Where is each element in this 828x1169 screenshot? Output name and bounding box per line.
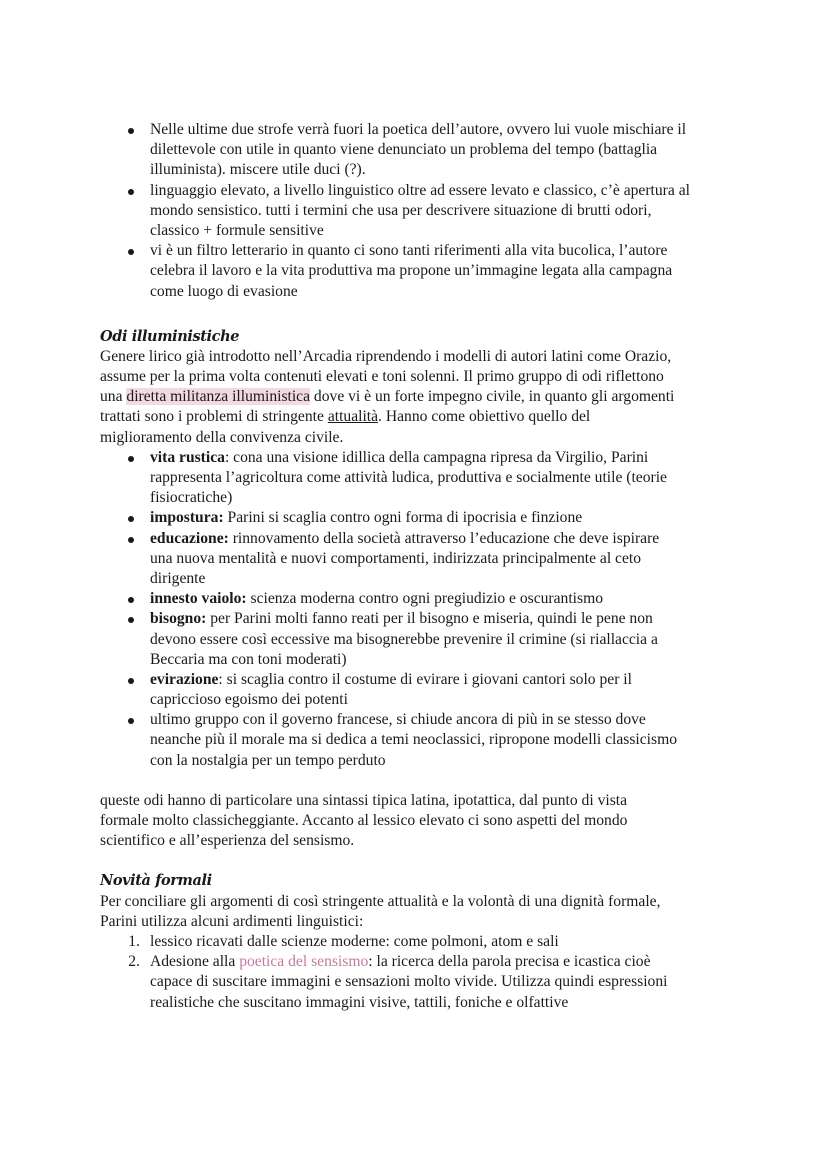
text: dove vi è un forte impegno civile, in quanto gli argomenti (310, 388, 675, 406)
item-text: una nuova mentalità e nuovi comportamenti, indirizzata principalmente al ceto (150, 549, 642, 567)
item-number: 2. (128, 953, 140, 971)
paragraph-line (100, 387, 740, 407)
colored-text: poetica del sensismo (239, 953, 369, 971)
list-item (100, 670, 740, 690)
text: lessico ricavati dalle scienze moderne: come polmoni, atom e sali (150, 932, 559, 950)
section-heading-odi: Odi illuministiche (100, 327, 240, 345)
paragraph-line: scientifico e all’esperienza del sensismo. (100, 832, 355, 850)
list-item-line (100, 730, 740, 750)
list-item-line: illuminista). miscere utile duci (?). (150, 161, 366, 179)
list-item-line (100, 751, 740, 771)
item-term: evirazione (150, 670, 219, 688)
item-text: capriccioso egoismo dei potenti (150, 691, 348, 709)
list-item-line (100, 488, 740, 508)
list-item-line: classico + formule sensitive (150, 221, 324, 239)
text: trattati sono i problemi di stringente (100, 408, 328, 426)
paragraph-line: Parini utilizza alcuni ardimenti linguistici: (100, 912, 364, 930)
numbered-item (100, 952, 740, 972)
list-item-line (100, 468, 740, 488)
item-term: vita rustica (150, 448, 225, 466)
item-text: rinnovamento della società attraverso l’educazione che deve ispirare (228, 529, 660, 547)
item-text: ultimo gruppo con il governo francese, si chiude ancora di più in se stesso dove (150, 711, 646, 729)
intro-bullet-list (100, 120, 740, 302)
item-text: dirigente (150, 569, 206, 587)
item-text: scienza moderna contro ogni pregiudizio e oscurantismo (246, 590, 603, 608)
text: una (100, 388, 127, 406)
item-term: impostura: (150, 509, 224, 527)
item-text: Beccaria ma con toni moderati) (150, 650, 347, 668)
list-item (100, 609, 740, 629)
item-term: bisogno: (150, 610, 207, 628)
list-item (100, 508, 740, 528)
list-item (100, 529, 740, 549)
item-text: Parini si scaglia contro ogni forma di ipocrisia e finzione (223, 509, 583, 527)
text: . Hanno come obiettivo quello del (378, 408, 591, 426)
document-page (100, 120, 740, 1013)
section-heading-novita: Novità formali (100, 872, 212, 890)
item-number: 1. (128, 932, 140, 950)
paragraph-line: Per conciliare gli argomenti di così stringente attualità e la volontà di una dignità formale, (100, 892, 661, 910)
list-item (100, 448, 740, 468)
numbered-item-line: realistiche che suscitano immagini visive, tattili, foniche e olfattive (150, 993, 569, 1011)
paragraph-line: miglioramento della convivenza civile. (100, 428, 344, 446)
item-text: : cona una visione idillica della campagna ripresa da Virgilio, Parini (224, 448, 649, 466)
odi-bullet-list (100, 448, 740, 771)
list-item: Nelle ultime due strofe verrà fuori la poetica dell’autore, ovvero lui vuole mischiare il (100, 120, 740, 140)
list-item-line (100, 650, 740, 670)
list-item-line (100, 690, 740, 710)
text: : la ricerca della parola precisa e icastica cioè (368, 953, 651, 971)
paragraph-line: assume per la prima volta contenuti elevati e toni solenni. Il primo gruppo di odi riflettono (100, 368, 664, 386)
item-term: innesto vaiolo: (150, 590, 247, 608)
highlighted-text: diretta militanza illuministica (126, 388, 311, 406)
item-text: per Parini molti fanno reati per il bisogno e miseria, quindi le pene non (206, 610, 653, 628)
list-item-line (100, 549, 740, 569)
item-text: fisiocratiche) (150, 489, 233, 507)
list-item-line (100, 569, 740, 589)
underlined-text: attualità (327, 408, 379, 426)
item-text: con la nostalgia per un tempo perduto (150, 751, 386, 769)
list-item-line: come luogo di evasione (150, 282, 298, 300)
list-item (100, 710, 740, 730)
list-item: linguaggio elevato, a livello linguistico oltre ad essere levato e classico, c’è apertura al (100, 181, 740, 201)
text: Adesione alla (150, 953, 240, 971)
list-item (100, 589, 740, 609)
paragraph-line: queste odi hanno di particolare una sintassi tipica latina, ipotattica, dal punto di vista (100, 791, 628, 809)
numbered-item (100, 932, 740, 952)
list-item-line: celebra il lavoro e la vita produttiva ma propone un’immagine legata alla campagna (150, 262, 673, 280)
paragraph-line (100, 407, 740, 427)
item-text: : si scaglia contro il costume di evirare i giovani cantori solo per il (218, 670, 632, 688)
list-item-line (100, 630, 740, 650)
paragraph-line: formale molto classicheggiante. Accanto al lessico elevato ci sono aspetti del mondo (100, 812, 628, 829)
item-text: devono essere così eccessive ma bisognerebbe prevenire il crimine (si riallaccia a (150, 630, 658, 648)
paragraph-line: Genere lirico già introdotto nell’Arcadia riprendendo i modelli di autori latini come Orazio, (100, 347, 672, 365)
item-text: rappresenta l’agricoltura come attività ludica, produttiva e socialmente utile (teorie (150, 469, 667, 486)
numbered-item-line: capace di suscitare immagini e sensazioni molto vivide. Utilizza quindi espressioni (150, 973, 668, 991)
list-item-line: mondo sensistico. tutti i termini che usa per descrivere situazione di brutti odori, (150, 201, 652, 219)
list-item-line: dilettevole con utile in quanto viene denunciato un problema del tempo (battaglia (150, 141, 658, 159)
list-item: vi è un filtro letterario in quanto ci sono tanti riferimenti alla vita bucolica, l’autore (100, 241, 740, 261)
item-text: neanche più il morale ma si dedica a temi neoclassici, ripropone modelli classicismo (150, 731, 677, 749)
item-term: educazione: (150, 529, 229, 547)
